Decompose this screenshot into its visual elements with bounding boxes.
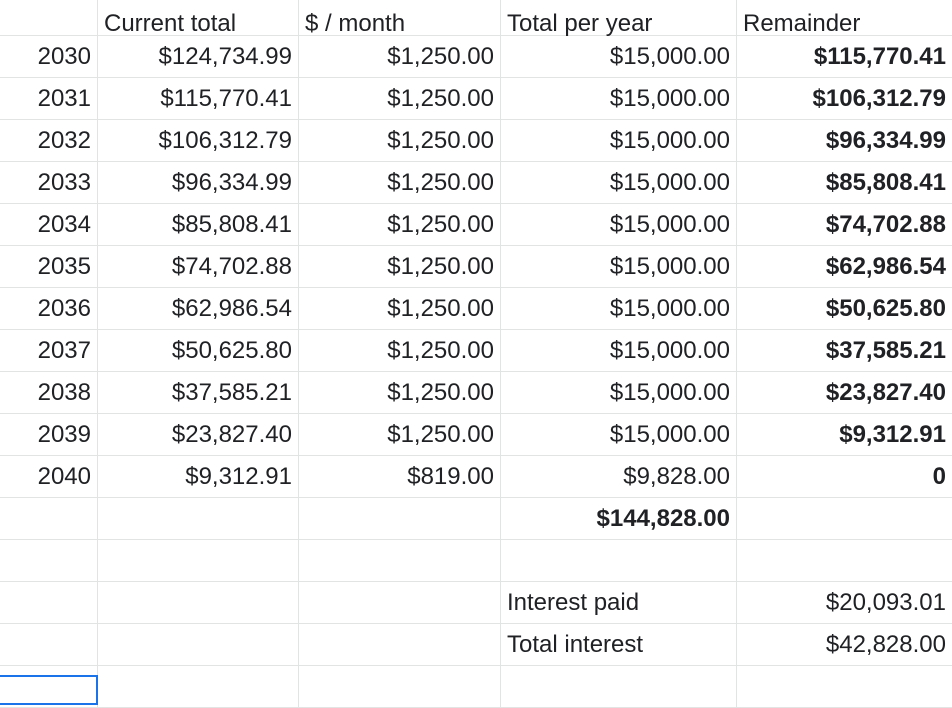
table-row: [0, 330, 952, 372]
year-cell[interactable]: 2039: [0, 414, 98, 455]
current-total-cell[interactable]: $74,702.88: [98, 246, 299, 287]
table-row: [0, 246, 952, 288]
total-per-year-cell[interactable]: $9,828.00: [501, 456, 737, 497]
empty-cell[interactable]: [0, 582, 98, 623]
cell-selection-box[interactable]: [0, 675, 98, 705]
current-total-cell[interactable]: $115,770.41: [98, 78, 299, 119]
summary-row: [0, 624, 952, 666]
header-total-per-year[interactable]: Total per year: [501, 0, 737, 35]
interest-paid-label[interactable]: Interest paid: [501, 582, 737, 623]
per-month-cell[interactable]: $1,250.00: [299, 372, 501, 413]
table-row: [0, 372, 952, 414]
empty-cell[interactable]: [737, 666, 952, 707]
year-cell[interactable]: 2038: [0, 372, 98, 413]
empty-cell[interactable]: [737, 498, 952, 539]
remainder-cell[interactable]: $62,986.54: [825, 253, 946, 280]
empty-cell[interactable]: [501, 666, 737, 707]
total-per-year-cell[interactable]: $15,000.00: [501, 162, 737, 203]
year-cell[interactable]: 2035: [0, 246, 98, 287]
table-row: [0, 162, 952, 204]
per-month-cell[interactable]: $1,250.00: [299, 288, 501, 329]
table-row: [0, 204, 952, 246]
per-month-cell[interactable]: $1,250.00: [299, 162, 501, 203]
per-month-cell[interactable]: $1,250.00: [299, 120, 501, 161]
remainder-cell[interactable]: $115,770.41: [813, 43, 946, 70]
per-month-cell[interactable]: $1,250.00: [299, 204, 501, 245]
current-total-cell[interactable]: $124,734.99: [98, 36, 299, 77]
empty-cell[interactable]: [299, 624, 501, 665]
remainder-cell[interactable]: $96,334.99: [825, 127, 946, 154]
remainder-cell[interactable]: $85,808.41: [825, 169, 946, 196]
empty-cell[interactable]: [0, 540, 98, 581]
per-month-cell[interactable]: $1,250.00: [299, 78, 501, 119]
empty-cell[interactable]: [299, 666, 501, 707]
interest-paid-value[interactable]: $20,093.01: [825, 589, 946, 616]
data-rows: [0, 36, 952, 498]
table-row: [0, 414, 952, 456]
empty-cell[interactable]: [737, 540, 952, 581]
year-cell[interactable]: 2030: [0, 36, 98, 77]
year-cell[interactable]: 2036: [0, 288, 98, 329]
table-row: [0, 78, 952, 120]
current-total-cell[interactable]: $62,986.54: [98, 288, 299, 329]
empty-cell[interactable]: [501, 540, 737, 581]
empty-cell[interactable]: [98, 582, 299, 623]
sum-row: [0, 498, 952, 540]
per-month-cell[interactable]: $1,250.00: [299, 414, 501, 455]
year-cell[interactable]: 2031: [0, 78, 98, 119]
table-row: [0, 456, 952, 498]
sum-total-cell[interactable]: $144,828.00: [501, 498, 737, 539]
header-row: [0, 0, 952, 36]
current-total-cell[interactable]: $106,312.79: [98, 120, 299, 161]
empty-cell[interactable]: [0, 624, 98, 665]
remainder-cell[interactable]: $23,827.40: [825, 379, 946, 406]
year-cell[interactable]: 2032: [0, 120, 98, 161]
header-cell-a[interactable]: [0, 0, 98, 35]
summary-row: [0, 582, 952, 624]
empty-cell[interactable]: [299, 582, 501, 623]
header-remainder[interactable]: Remainder: [743, 10, 861, 37]
empty-cell[interactable]: [299, 498, 501, 539]
per-month-cell[interactable]: $819.00: [299, 456, 501, 497]
current-total-cell[interactable]: $85,808.41: [98, 204, 299, 245]
total-interest-label[interactable]: Total interest: [501, 624, 737, 665]
year-cell[interactable]: 2040: [0, 456, 98, 497]
per-month-cell[interactable]: $1,250.00: [299, 36, 501, 77]
remainder-cell[interactable]: $106,312.79: [812, 85, 946, 112]
current-total-cell[interactable]: $9,312.91: [98, 456, 299, 497]
remainder-cell[interactable]: $37,585.21: [825, 337, 946, 364]
header-current-total[interactable]: Current total: [98, 0, 299, 35]
current-total-cell[interactable]: $96,334.99: [98, 162, 299, 203]
current-total-cell[interactable]: $50,625.80: [98, 330, 299, 371]
year-cell[interactable]: 2034: [0, 204, 98, 245]
empty-cell[interactable]: [0, 498, 98, 539]
total-per-year-cell[interactable]: $15,000.00: [501, 36, 737, 77]
total-per-year-cell[interactable]: $15,000.00: [501, 372, 737, 413]
year-cell[interactable]: 2033: [0, 162, 98, 203]
empty-cell[interactable]: [98, 498, 299, 539]
total-interest-value[interactable]: $42,828.00: [825, 631, 946, 658]
per-month-cell[interactable]: $1,250.00: [299, 330, 501, 371]
remainder-cell[interactable]: $50,625.80: [825, 295, 946, 322]
empty-cell[interactable]: [98, 540, 299, 581]
total-per-year-cell[interactable]: $15,000.00: [501, 330, 737, 371]
total-per-year-cell[interactable]: $15,000.00: [501, 246, 737, 287]
remainder-cell[interactable]: 0: [932, 463, 946, 490]
blank-row: [0, 540, 952, 582]
total-per-year-cell[interactable]: $15,000.00: [501, 414, 737, 455]
year-cell[interactable]: 2037: [0, 330, 98, 371]
empty-cell[interactable]: [299, 540, 501, 581]
remainder-cell[interactable]: $74,702.88: [825, 211, 946, 238]
remainder-cell[interactable]: $9,312.91: [839, 421, 946, 448]
total-per-year-cell[interactable]: $15,000.00: [501, 120, 737, 161]
total-per-year-cell[interactable]: $15,000.00: [501, 204, 737, 245]
empty-cell[interactable]: [98, 624, 299, 665]
current-total-cell[interactable]: $37,585.21: [98, 372, 299, 413]
blank-row: [0, 666, 952, 708]
table-row: [0, 36, 952, 78]
total-per-year-cell[interactable]: $15,000.00: [501, 288, 737, 329]
current-total-cell[interactable]: $23,827.40: [98, 414, 299, 455]
per-month-cell[interactable]: $1,250.00: [299, 246, 501, 287]
empty-cell[interactable]: [98, 666, 299, 707]
table-row: [0, 288, 952, 330]
header-per-month[interactable]: $ / month: [299, 0, 501, 35]
total-per-year-cell[interactable]: $15,000.00: [501, 78, 737, 119]
table-row: [0, 120, 952, 162]
